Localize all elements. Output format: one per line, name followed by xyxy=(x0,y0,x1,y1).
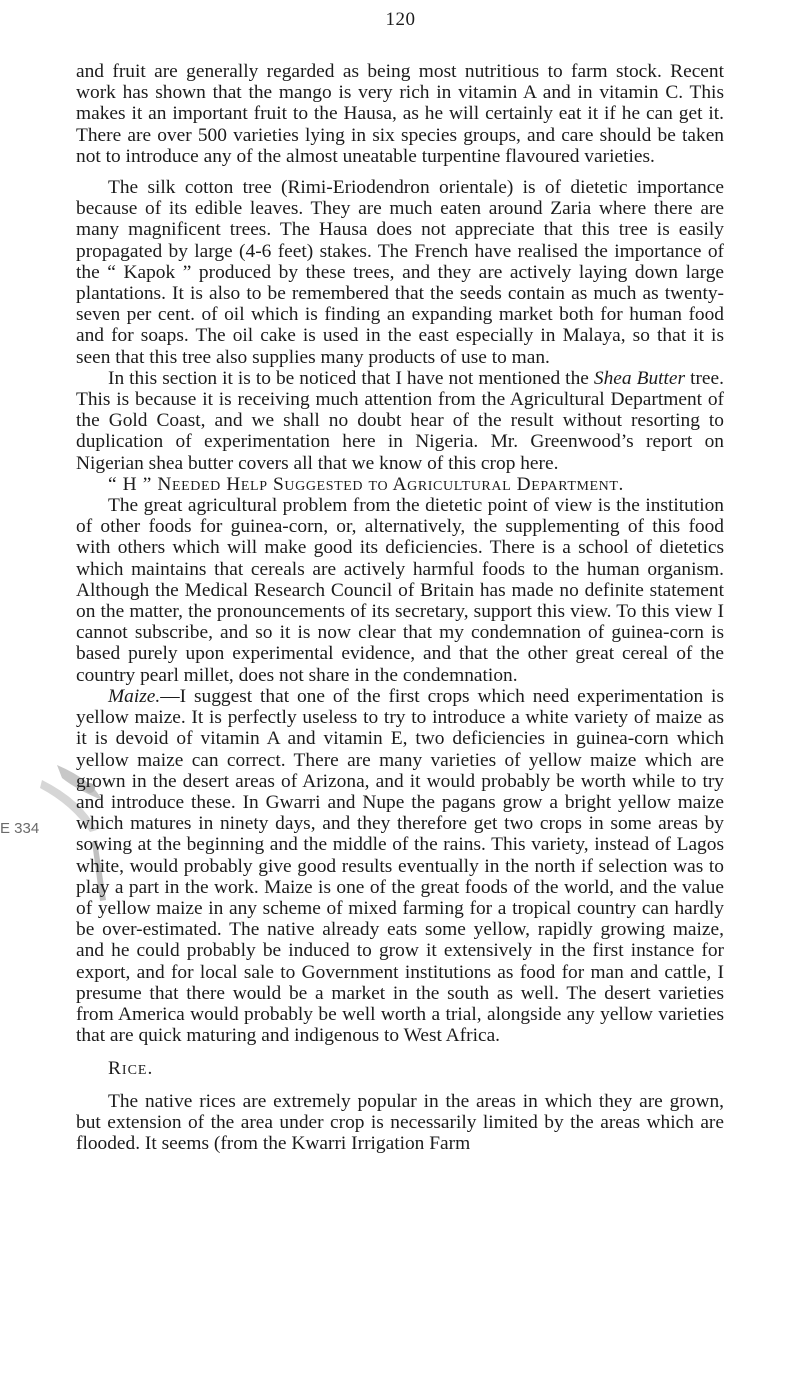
section-heading-rice: Rice. xyxy=(108,1058,154,1080)
shea-butter-term: Shea Butter xyxy=(593,367,686,389)
paragraph-shea-butter xyxy=(76,368,724,474)
paragraph-maize xyxy=(76,686,724,1046)
page-number: 120 xyxy=(385,9,416,30)
shea-body-text: tree. This is because it is receiving much attention from the Agricultural Department of the Gold Coast, and we shall no doubt hear of the result without resorting to duplication of experimentation here in Nigeria. Mr. Greenwood’s report on Nigerian shea butter covers all that we know of this crop here. xyxy=(76,367,724,474)
shea-intro-text: In this section it is to be noticed that I have not mentioned the xyxy=(108,367,594,389)
maize-subheading: Maize. xyxy=(108,685,161,707)
paragraph-silk-cotton: The silk cotton tree (Rimi-Eriodendron orientale) is of dietetic importance because of its edible leaves. They are much eaten around Zaria where there are many magnificent trees. The Hausa does not appreciate that this tree is easily propagated by large (4-6 feet) stakes. The French have realised the importance of the “ Kapok ” produced by these trees, and they are actively laying down large plantations. It is also to be remembered that the seeds contain as much as twenty-seven per cent. of oil which is finding an expanding market both for human food and for soaps. The oil cake is used in the east especially in Malaya, so that it is seen that this tree also supplies many products of use to man. xyxy=(76,177,724,368)
maize-body-text: —I suggest that one of the first crops which need experimentation is yellow maize. It is perfectly useless to try to introduce a white variety of maize as it is devoid of vitamin A and vitamin E, two deficiencies in guinea-corn which yellow maize can correct. There are many varieties of yellow maize which are grown in the desert areas of Arizona, and it would probably be worth while to try and introduce these. In Gwarri and Nupe the pagans grow a bright yellow maize which matures in ninety days, and they therefore get two crops in some areas by sowing at the beginning and the middle of the rains. This variety, instead of Lagos white, would probably give good results eventually in the north if selection was to play a part in the work. Maize is one of the great foods of the world, and the value of yellow maize in any scheme of mixed farming for a tropical country can hardly be over-estimated. The native already eats some yellow, rapidly growing maize, and he could probably be induced to grow it extensively in the first instance for export, and for local sale to Government institutions as food for man and cattle, I presume that there would be a market in the south as well. The desert varieties from America would probably be well worth a trial, alongside any yellow varieties that are quick maturing and indigenous to West Africa. xyxy=(76,685,724,1047)
paragraph-rice: The native rices are extremely popular in the areas in which they are grown, but extension of the area under crop is necessarily limited by the areas which are flooded. It seems (from the Kwarri Irrigation Farm xyxy=(76,1090,724,1154)
page-body xyxy=(76,61,724,1154)
section-heading-needed-help: “ H ” Needed Help Suggested to Agricultural Department. xyxy=(108,473,624,495)
paragraph-agricultural-problem: The great agricultural problem from the dietetic point of view is the institution of other foods for guinea-corn, or, alternatively, the supplementing of this food with others which will make good its deficiencies. There is a school of dietetics which maintains that cereals are actively harmful foods to the human organism. Although the Medical Research Council of Britain has made no definite statement on the matter, the pronouncements of its secretary, support this view. To this view I cannot subscribe, and so it is now clear that my condemnation of guinea-corn is based purely upon experimental evidence, and that the other great cereal of the country pearl millet, does not share in the condemnation. xyxy=(76,495,724,686)
stamp-label: E 334 xyxy=(0,820,40,837)
paragraph-mango: and fruit are generally regarded as being most nutritious to farm stock. Recent work has shown that the mango is very rich in vitamin A and in vitamin C. This makes it an important fruit to the Hausa, as he will certainly eat it if he can get it. There are over 500 varieties lying in six species groups, and care should be taken not to introduce any of the almost uneatable turpentine flavoured varieties. xyxy=(76,61,724,167)
